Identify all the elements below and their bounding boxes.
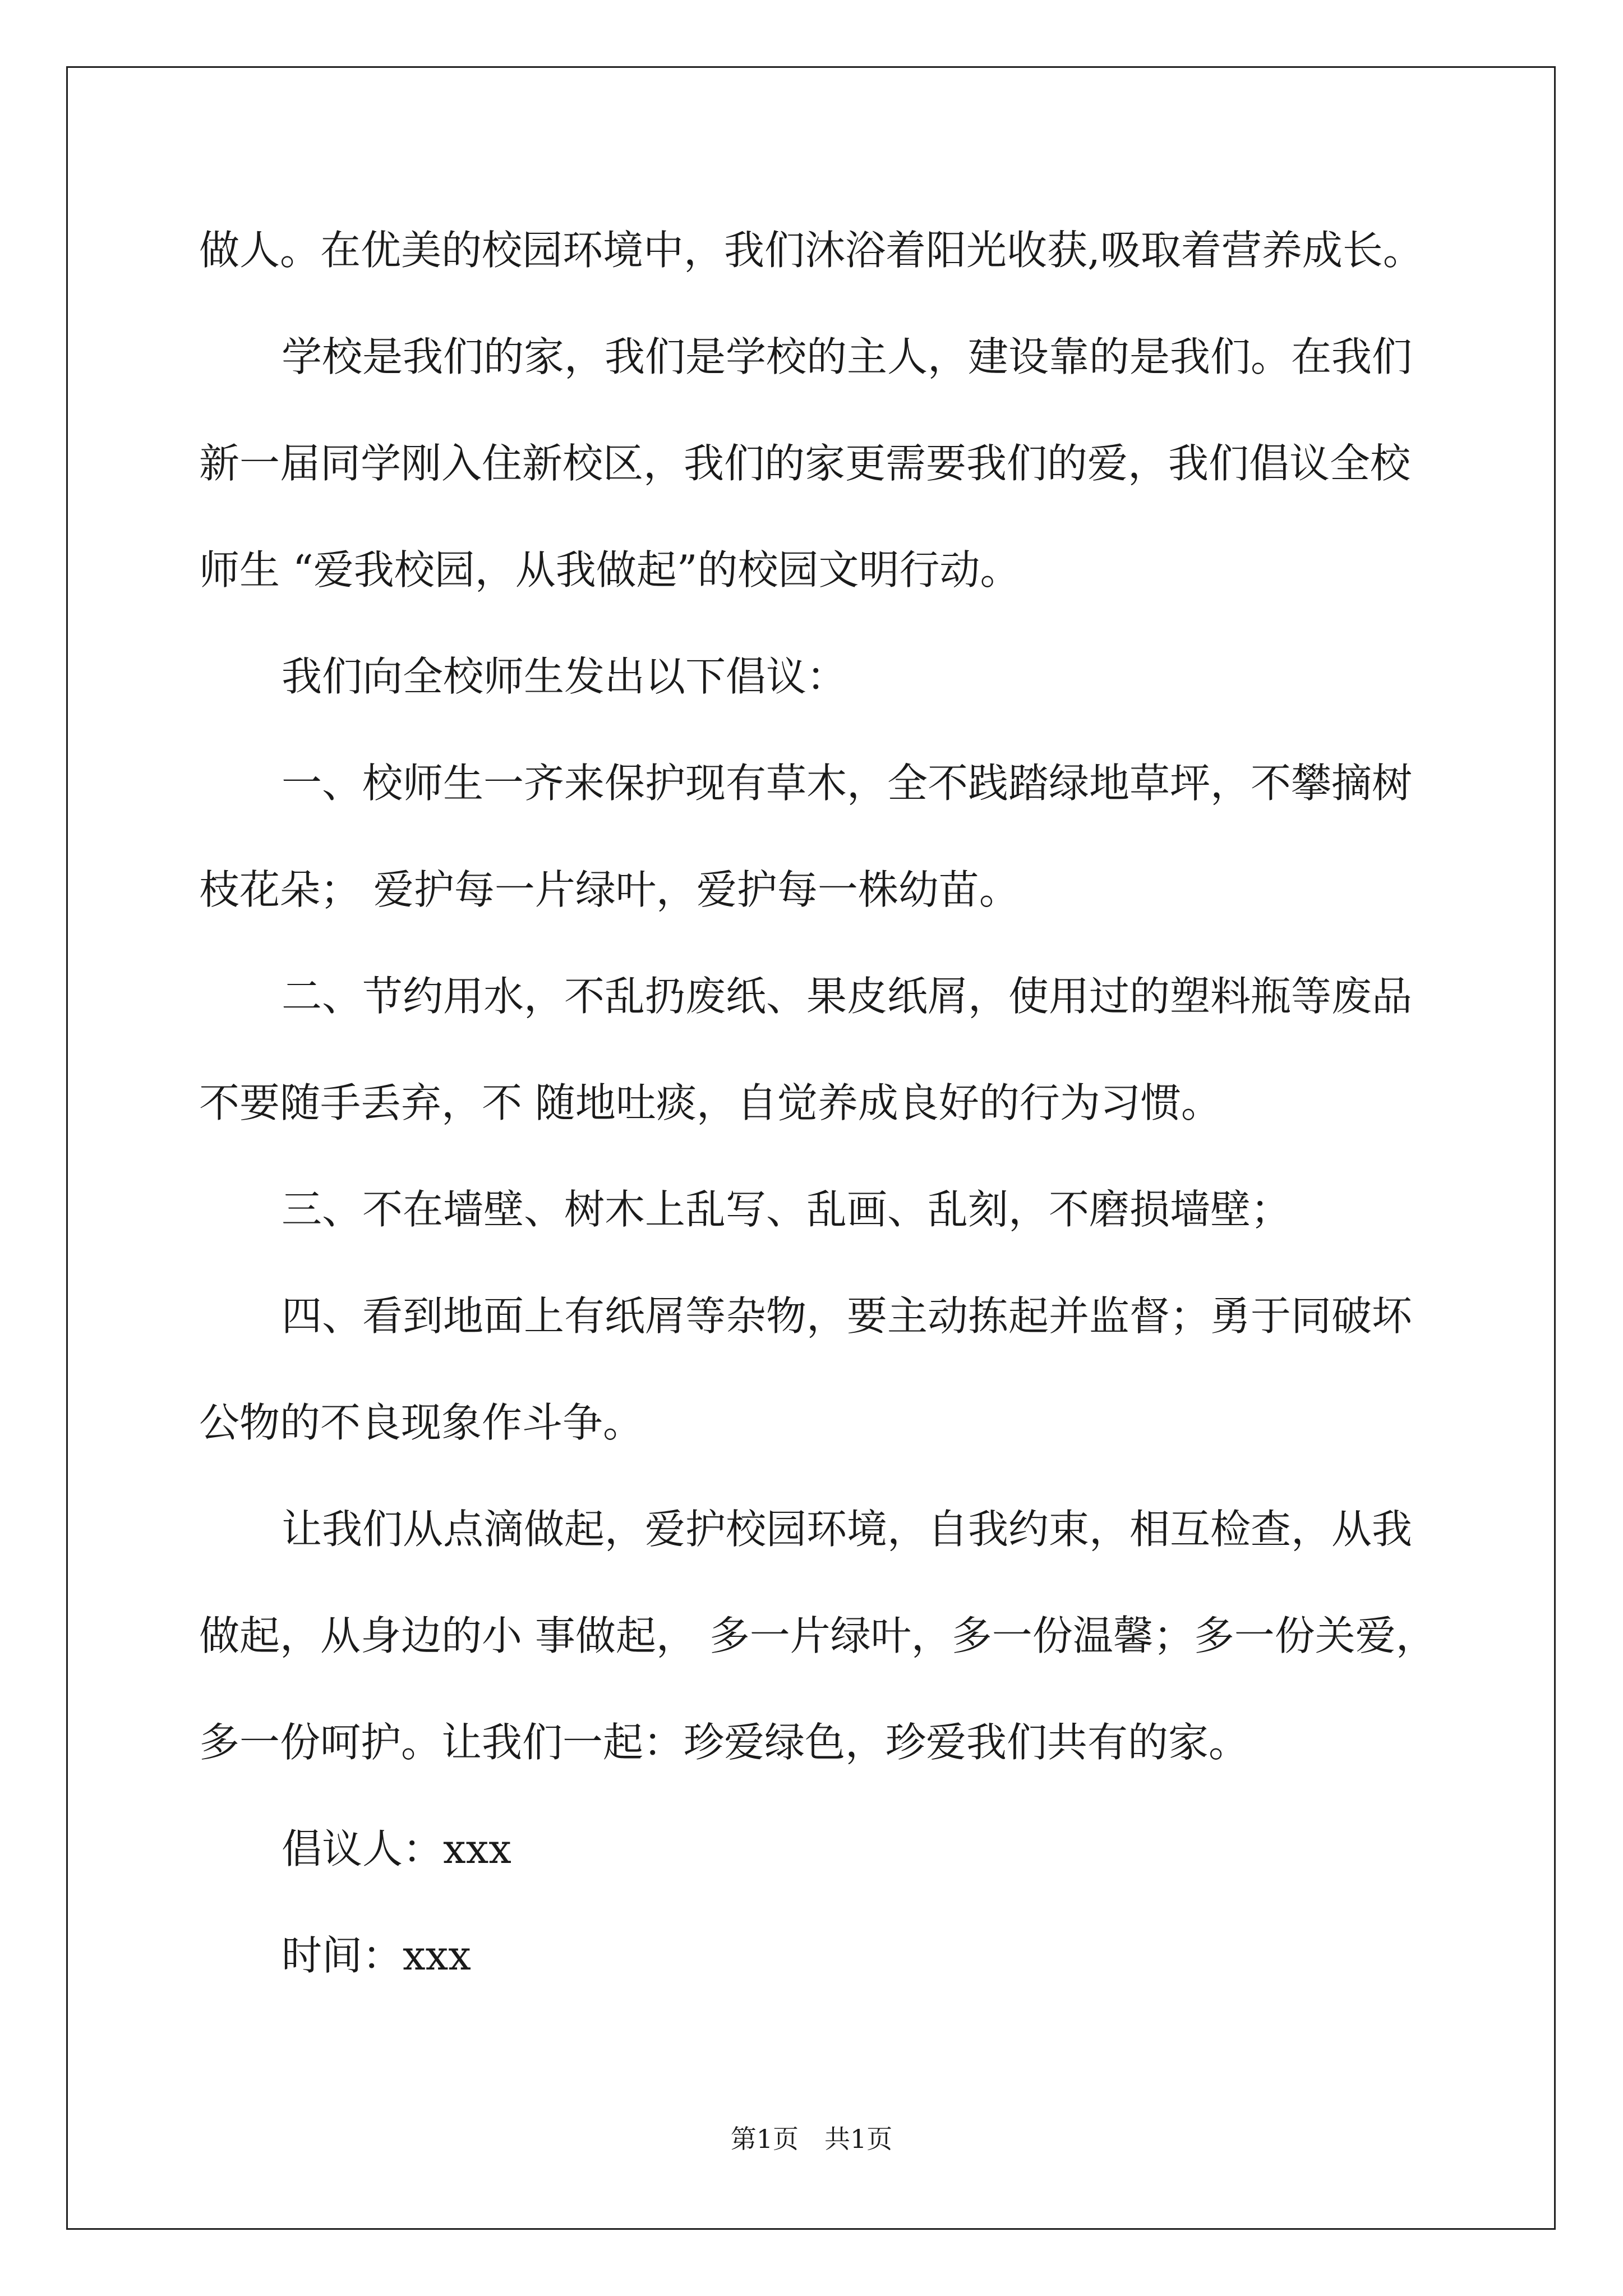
body-line-13: 让我们从点滴做起，爱护校园环境，自我约束，相互检查，从我 xyxy=(282,1506,1413,1553)
body-line-6: 一、校师生一齐来保护现有草木，全不践踏绿地草坪，不攀摘树 xyxy=(282,760,1413,807)
body-line-2: 学校是我们的家，我们是学校的主人，建设靠的是我们。在我们 xyxy=(282,333,1413,380)
body-line-5: 我们向全校师生发出以下倡议： xyxy=(282,653,847,700)
body-line-11: 四、看到地面上有纸屑等杂物，要主动拣起并监督；勇于同破坏 xyxy=(282,1292,1413,1340)
body-line-12: 公物的不良现象作斗争。 xyxy=(199,1399,644,1446)
body-line-4: 师生 “爱我校园，从我做起”的校园文明行动。 xyxy=(199,546,1021,593)
page-border xyxy=(66,66,1556,2230)
body-line-14: 做起，从身边的小 事做起， 多一片绿叶，多一份温馨；多一份关爱， xyxy=(199,1612,1436,1659)
body-line-15: 多一份呵护。让我们一起：珍爱绿色，珍爱我们共有的家。 xyxy=(199,1719,1249,1766)
body-line-3: 新一届同学刚入住新校区，我们的家更需要我们的爱，我们倡议全校 xyxy=(199,440,1411,487)
date-line: 时间：xxx xyxy=(282,1932,471,1979)
body-line-1: 做人。在优美的校园环境中，我们沐浴着阳光收获,吸取着营养成长。 xyxy=(199,227,1423,274)
body-line-8: 二、节约用水，不乱扔废纸、果皮纸屑，使用过的塑料瓶等废品 xyxy=(282,973,1413,1020)
proposer-line: 倡议人：xxx xyxy=(282,1825,511,1872)
body-line-7: 枝花朵； 爱护每一片绿叶，爱护每一株幼苗。 xyxy=(199,866,1020,913)
body-line-10: 三、不在墙壁、树木上乱写、乱画、乱刻，不磨损墙壁； xyxy=(282,1186,1292,1233)
page-footer: 第1页 共1页 xyxy=(730,2124,893,2154)
body-line-9: 不要随手丢弃，不 随地吐痰，自觉养成良好的行为习惯。 xyxy=(199,1079,1221,1126)
